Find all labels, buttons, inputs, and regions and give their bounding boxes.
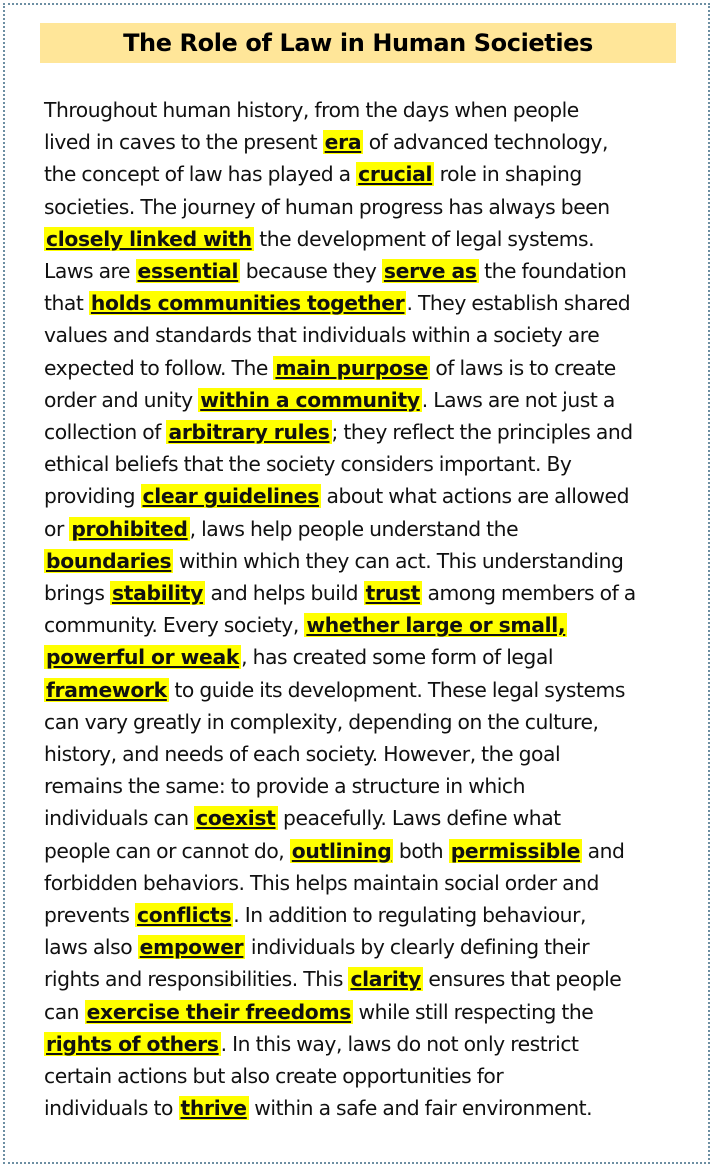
highlighted-keyword: essential [137, 259, 239, 284]
highlighted-keyword: boundaries [46, 548, 172, 573]
passage-line [44, 545, 676, 577]
passage-line [44, 158, 676, 190]
passage-line [44, 738, 676, 770]
passage-text-run: and [582, 838, 625, 863]
passage-text-run: the development of legal systems. [253, 226, 595, 251]
highlighted-keyword: era [324, 130, 362, 155]
passage-text-run: people can or cannot do, [44, 838, 290, 863]
passage-text-run: both [393, 838, 449, 863]
passage-text-run: laws also [44, 935, 138, 960]
passage-text-run: individuals to [44, 1096, 179, 1121]
passage-line [44, 867, 676, 899]
passage-text-run: rights and responsibilities. This [44, 967, 349, 992]
highlighted-keyword: clear guidelines [142, 484, 320, 509]
passage-text-run: . In this way, laws do not only restrict [220, 1031, 579, 1056]
passage-text-run: societies. The journey of human progress has always been [44, 194, 610, 219]
passage-text-run: ; they reflect the principles and [331, 420, 633, 445]
passage-text-run: Laws are [44, 259, 136, 284]
passage-line [44, 1092, 676, 1124]
passage-text-run: individuals by clearly defining their [245, 935, 590, 960]
passage-line [44, 641, 676, 673]
passage-text-run: , laws help people understand the [189, 516, 519, 541]
passage-text-run: providing [44, 484, 141, 509]
passage-line [44, 223, 676, 255]
highlighted-keyword: powerful or weak [46, 645, 240, 670]
passage-text-run: history, and needs of each society. However, the goal [44, 742, 561, 767]
passage-line [44, 899, 676, 931]
passage-text-run: role in shaping [434, 162, 582, 187]
passage-text-run: among members of a [421, 581, 636, 606]
passage-text-run: the concept of law has played a [44, 162, 357, 187]
passage-text-run: because they [240, 259, 382, 284]
passage-line [44, 835, 676, 867]
passage-text-run: peacefully. Laws define what [277, 806, 561, 831]
highlighted-keyword: framework [46, 677, 167, 702]
passage-text [44, 94, 676, 1125]
highlighted-keyword: serve as [383, 259, 477, 284]
passage-text-run: values and standards that individuals within a society are [44, 323, 600, 348]
passage-text-run: of laws is to create [429, 355, 616, 380]
passage-text-run: Throughout human history, from the days when people [44, 98, 579, 122]
passage-text-run: , has created some form of legal [241, 645, 554, 670]
passage-line [44, 416, 676, 448]
passage-text-run: . In addition to regulating behaviour, [233, 903, 586, 928]
passage-text-run: lived in caves to the present [44, 130, 323, 155]
passage-text-run: within which they can act. This understanding [173, 548, 624, 573]
passage-text-run: and helps build [205, 581, 364, 606]
page-title: The Role of Law in Human Societies [123, 29, 593, 57]
highlighted-keyword: prohibited [71, 516, 188, 541]
passage-line [44, 577, 676, 609]
passage-line [44, 255, 676, 287]
passage-line [44, 287, 676, 319]
passage-line [44, 1060, 676, 1092]
passage-text-run: community. Every society, [44, 613, 305, 638]
passage-text-run: prevents [44, 903, 135, 928]
passage-text-run: while still respecting the [353, 999, 594, 1024]
highlighted-keyword: trust [365, 581, 420, 606]
highlighted-keyword: holds communities together [90, 291, 405, 316]
highlighted-keyword: closely linked with [46, 226, 252, 251]
passage-text-run: of advanced technology, [363, 130, 608, 155]
highlighted-keyword: crucial [358, 162, 433, 187]
passage-text-run: remains the same: to provide a structure in which [44, 774, 526, 799]
passage-text-run: expected to follow. The [44, 355, 274, 380]
passage-text-run: or [44, 516, 70, 541]
passage-text-run: ethical beliefs that the society considers important. By [44, 452, 572, 477]
passage-text-run: within a safe and fair environment. [248, 1096, 593, 1121]
highlighted-keyword: whether large or small, [306, 613, 566, 638]
passage-line [44, 609, 676, 641]
passage-text-run: forbidden behaviors. This helps maintain social order and [44, 870, 599, 895]
title-banner [40, 23, 676, 63]
passage-text-run: individuals can [44, 806, 195, 831]
passage-text-run: order and unity [44, 387, 199, 412]
passage-text-run: collection of [44, 420, 167, 445]
passage-line [44, 384, 676, 416]
passage-line [44, 126, 676, 158]
passage-text-run: ensures that people [422, 967, 622, 992]
highlighted-keyword: rights of others [46, 1031, 219, 1056]
passage-text-run: . Laws are not just a [421, 387, 615, 412]
passage-line [44, 706, 676, 738]
highlighted-keyword: conflicts [137, 903, 232, 928]
passage-line [44, 480, 676, 512]
passage-line [44, 513, 676, 545]
passage-line [44, 931, 676, 963]
passage-line [44, 191, 676, 223]
passage-line [44, 674, 676, 706]
passage-line [44, 448, 676, 480]
highlighted-keyword: exercise their freedoms [86, 999, 352, 1024]
highlighted-keyword: thrive [180, 1096, 247, 1121]
highlighted-keyword: main purpose [275, 355, 428, 380]
highlighted-keyword: arbitrary rules [168, 420, 330, 445]
highlighted-keyword: coexist [196, 806, 276, 831]
passage-text-run: that [44, 291, 89, 316]
passage-line [44, 352, 676, 384]
passage-line [44, 319, 676, 351]
passage-text-run: . They establish shared [406, 291, 631, 316]
passage-text-run: brings [44, 581, 110, 606]
highlighted-keyword: stability [111, 581, 203, 606]
passage-line [44, 94, 676, 126]
passage-text-run: the foundation [478, 259, 627, 284]
passage-text-run: can vary greatly in complexity, depending on the culture, [44, 709, 599, 734]
highlighted-keyword: within a community [200, 387, 420, 412]
passage-line [44, 770, 676, 802]
passage-text-run: certain actions but also create opportunities for [44, 1064, 504, 1089]
highlighted-keyword: permissible [450, 838, 581, 863]
highlighted-keyword: clarity [350, 967, 421, 992]
passage-text-run: can [44, 999, 85, 1024]
passage-line [44, 1028, 676, 1060]
passage-text-run: to guide its development. These legal systems [168, 677, 625, 702]
passage-line [44, 963, 676, 995]
passage-line [44, 996, 676, 1028]
highlighted-keyword: outlining [291, 838, 392, 863]
passage-text-run: about what actions are allowed [321, 484, 629, 509]
highlighted-keyword: empower [139, 935, 244, 960]
passage-line [44, 802, 676, 834]
